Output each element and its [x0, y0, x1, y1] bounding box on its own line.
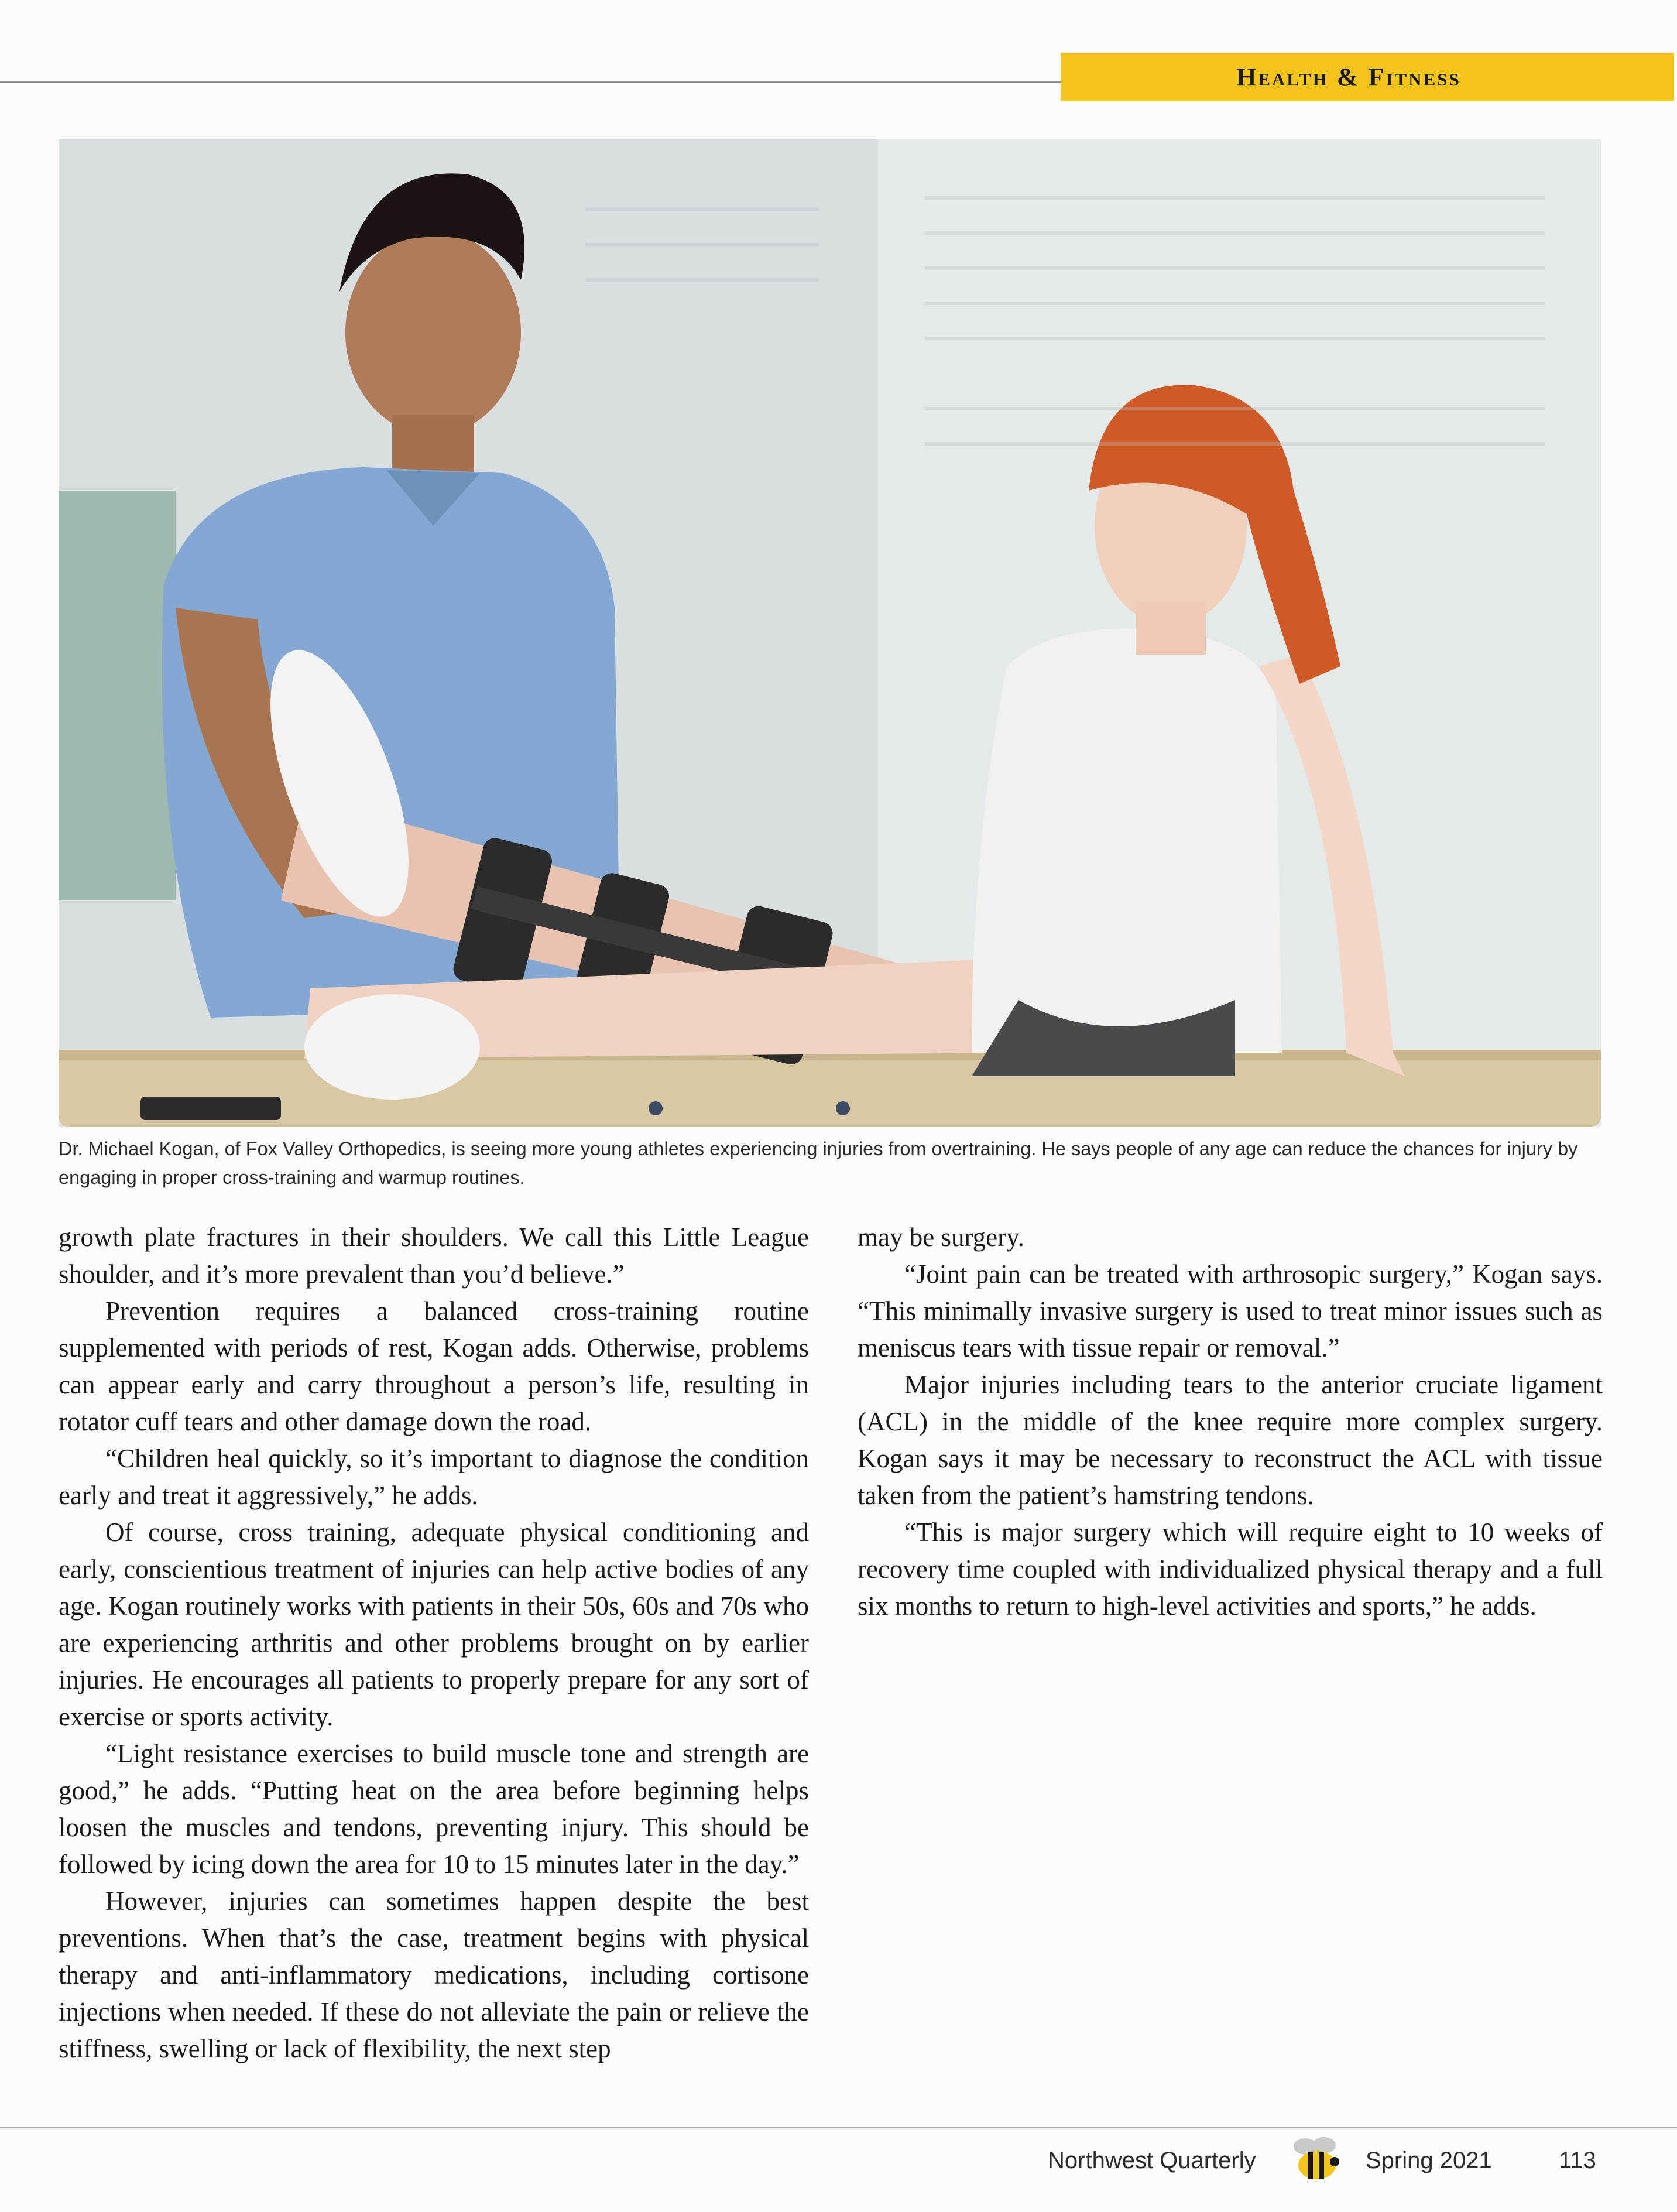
section-title: Health & Fitness: [1236, 62, 1461, 91]
article-photo: [59, 139, 1601, 1127]
header-rule: [0, 81, 1061, 83]
photo-caption: Dr. Michael Kogan, of Fox Valley Orthopedics, is seeing more young athletes experiencing injuries from overtraining. He says people of any age can reduce the chances for injury by engaging in proper cross-training and warmup routines.: [59, 1138, 1578, 1188]
paragraph: “Children heal quickly, so it’s important to diagnose the condition early and treat it aggressively,” he adds.: [59, 1444, 809, 1510]
issue-season: Spring 2021: [1366, 2147, 1492, 2173]
paragraph: However, injuries can sometimes happen despite the best preventions. When that’s the case, treatment begins with physical therapy and anti-inflammatory medications, including cortisone injections when needed. If these do not alleviate the pain or relieve the stiffness, swelling or lack of flexibility, the next step: [59, 1886, 809, 2063]
paragraph: “Light resistance exercises to build muscle tone and strength are good,” he adds. “Putting heat on the area before beginning helps loosen the muscles and tendons, preventing injury. This should be followed by icing down the area for 10 to 15 minutes later in the day.”: [59, 1739, 809, 1879]
paragraph: Of course, cross training, adequate physical conditioning and early, conscientious treatment of injuries can help active bodies of any age. Kogan routinely works with patients in their 50s, 60s and 70s who are experiencing arthritis and other problems brought on by earlier injuries. He encourages all patients to properly prepare for any sort of exercise or sports activity.: [59, 1518, 809, 1731]
photo-icon: [59, 139, 1601, 1127]
article-column-left: [59, 1219, 809, 2067]
paragraph: Prevention requires a balanced cross-training routine supplemented with periods of rest, Kogan adds. Otherwise, problems can appear early and carry throughout a person’s life, resulting in rotator cuff tears and other damage down the road.: [59, 1296, 809, 1436]
paragraph: “Joint pain can be treated with arthrosopic surgery,” Kogan says. “This minimally invasive surgery is used to treat minor issues such as meniscus tears with tissue repair or removal.”: [858, 1259, 1603, 1362]
bee-icon: [1288, 2136, 1346, 2183]
publication-name: Northwest Quarterly: [1048, 2147, 1256, 2173]
paragraph: “This is major surgery which will require eight to 10 weeks of recovery time coupled with individualized physical therapy and a full six months to return to high-level activities and sports,” he adds.: [858, 1518, 1603, 1621]
paragraph: may be surgery.: [858, 1223, 1024, 1252]
paragraph: Major injuries including tears to the anterior cruciate ligament (ACL) in the middle of the knee require more complex surgery. Kogan says it may be necessary to reconstruct the ACL with tissue taken from the patient’s hamstring tendons.: [858, 1370, 1603, 1510]
paragraph: growth plate fractures in their shoulders. We call this Little League shoulder, and it’s more prevalent than you’d believe.”: [59, 1223, 809, 1289]
footer-rule: [0, 2127, 1677, 2128]
page-number: 113: [1559, 2147, 1596, 2173]
article-column-right: [858, 1219, 1603, 1625]
section-tab: [1061, 53, 1674, 101]
